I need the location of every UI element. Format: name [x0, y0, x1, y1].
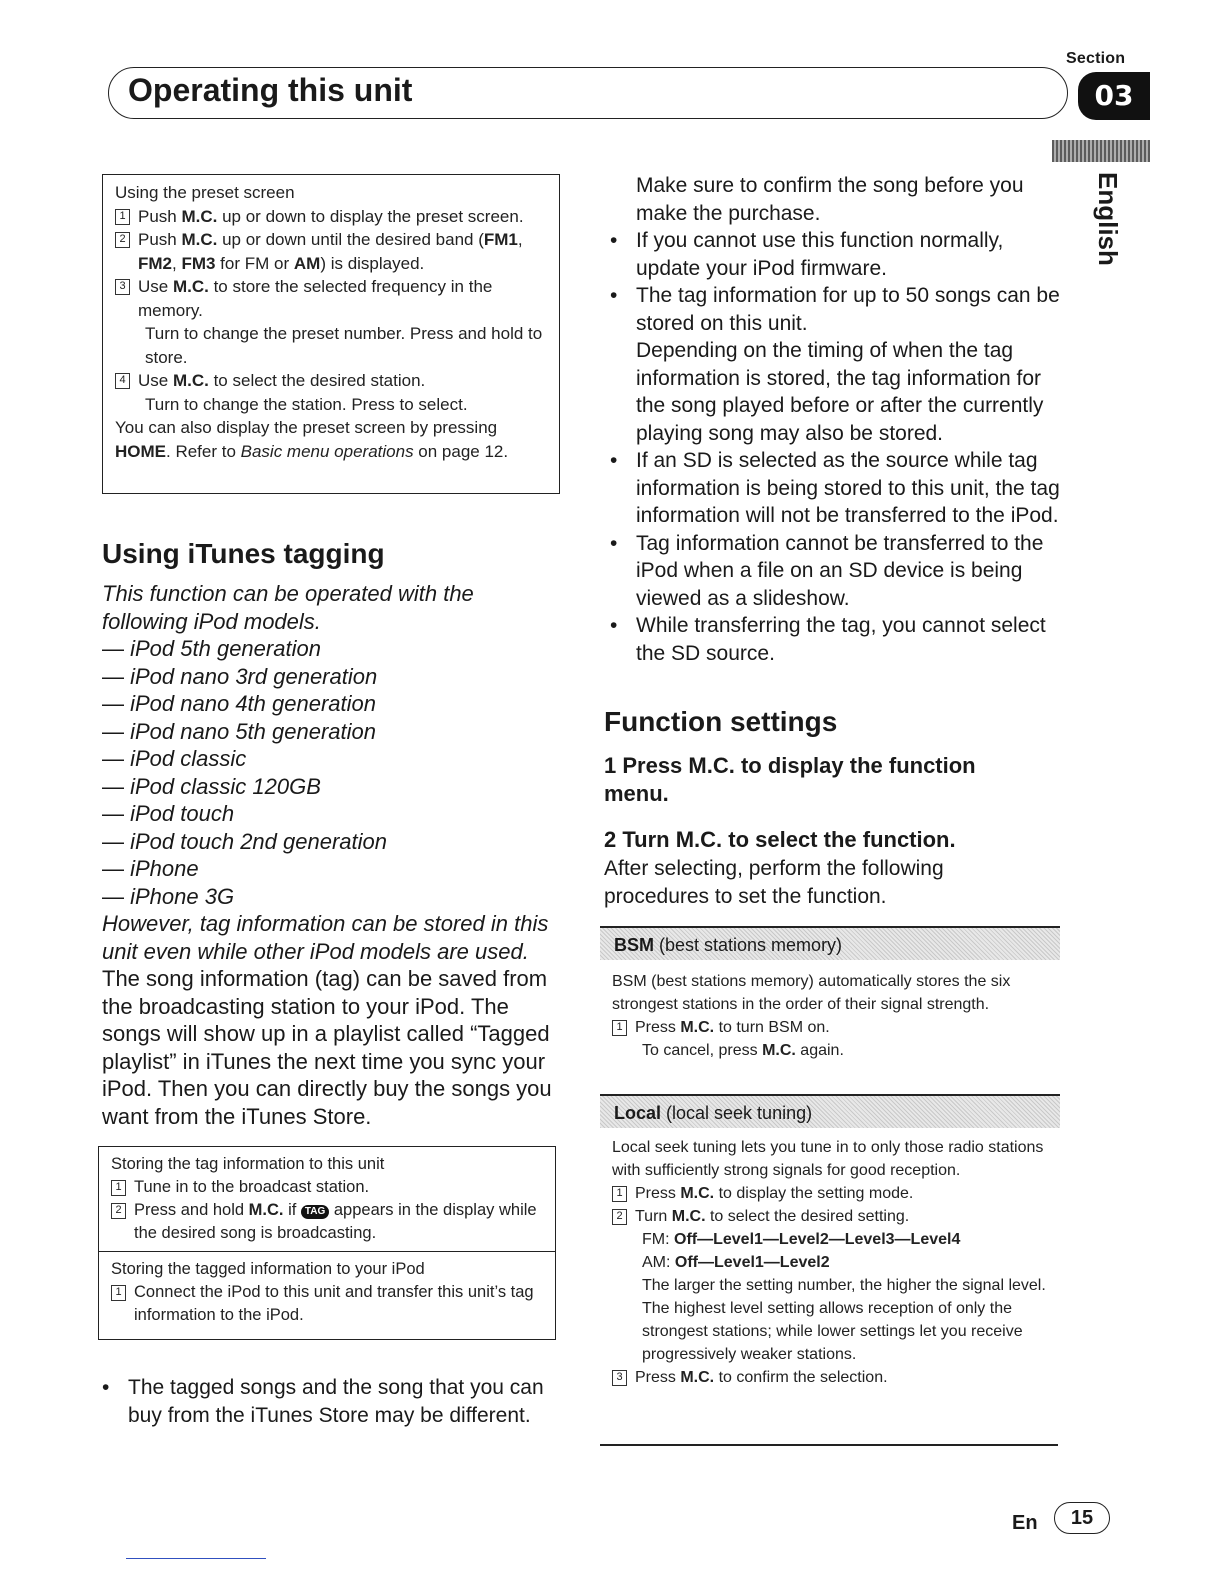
section-label: Section [1066, 50, 1126, 67]
bsm-description: BSM (best stations memory) automatically stores the six strongest stations in the order of their signal strength. [612, 973, 1011, 1013]
preset-step-2: 2 Push M.C. up or down until the desired band (FM1, FM2, FM3 for FM or AM) is displayed. [115, 228, 547, 275]
tag-step-1: 1 Tune in to the broadcast station. [111, 1176, 543, 1199]
ipod-model-list [102, 635, 562, 910]
itunes-heading: Using iTunes tagging [102, 538, 385, 569]
local-bar: Local (local seek tuning) [600, 1094, 1060, 1128]
language-tab: English [1093, 172, 1123, 266]
page-title: Operating this unit [128, 72, 413, 108]
step-number-3: 3 [115, 279, 130, 295]
step-number-3: 3 [612, 1370, 627, 1386]
function-end-rule [600, 1444, 1058, 1446]
ipod-model: — iPod 5th generation [102, 635, 562, 663]
function-step-2: 2 Turn M.C. to select the function. [604, 827, 956, 852]
tag-storage-box [98, 1146, 556, 1340]
step-number-1: 1 [111, 1180, 126, 1196]
list-item: • The tagged songs and the song that you can buy from the iTunes Store may be different. [98, 1374, 548, 1429]
ipod-model: — iPod nano 5th generation [102, 718, 562, 746]
preset-step-3: 3 Use M.C. to store the selected frequency in the memory. [115, 275, 547, 322]
preset-box-title: Using the preset screen [115, 183, 295, 202]
ipod-model: — iPhone 3G [102, 883, 562, 911]
preset-step-1: 1 Push M.C. up or down to display the preset screen. [115, 205, 547, 229]
preset-step-3-note: Turn to change the preset number. Press and hold to store. [145, 324, 543, 367]
right-continuation: Make sure to confirm the song before you make the purchase. [636, 174, 1024, 225]
local-step-2: 2 Turn M.C. to select the desired setting. [612, 1205, 1052, 1228]
function-step-2-body: After selecting, perform the following procedures to set the function. [604, 857, 944, 908]
bsm-note: To cancel, press M.C. again. [642, 1042, 844, 1059]
bsm-step-1: 1 Press M.C. to turn BSM on. [612, 1016, 1052, 1039]
step-number-2: 2 [115, 232, 130, 248]
list-item: • While transferring the tag, you cannot select the SD source. [606, 612, 1066, 667]
local-body [612, 1136, 1052, 1389]
bsm-bar: BSM (best stations memory) [600, 926, 1060, 960]
list-item: • The tag information for up to 50 songs can be stored on this unit. Depending on the timing of when the tag information is stored, the tag information for the song played before or after the currently playing song may also be stored. [606, 282, 1066, 447]
itunes-section [102, 580, 562, 1130]
list-item: • If an SD is selected as the source while tag information is being stored to this unit, the tag information will not be transferred to the iPod. [606, 447, 1066, 530]
step-number-1: 1 [115, 209, 130, 225]
footer-line [126, 1558, 266, 1559]
tag-box-title-2: Storing the tagged information to your iPod [111, 1260, 425, 1278]
left-bullet-list [98, 1374, 548, 1429]
language-strip [1052, 140, 1150, 162]
step-number-4: 4 [115, 373, 130, 389]
preset-screen-box [102, 174, 560, 494]
step-number-2: 2 [612, 1209, 627, 1225]
page-number: 15 [1054, 1502, 1110, 1534]
itunes-however: However, tag information can be stored in this unit even while other iPod models are used. [102, 911, 549, 964]
local-step-3: 3 Press M.C. to confirm the selection. [612, 1366, 1052, 1389]
ipod-model: — iPod classic 120GB [102, 773, 562, 801]
tag-step-3: 1 Connect the iPod to this unit and transfer this unit’s tag information to the iPod. [111, 1281, 543, 1327]
local-step-1: 1 Press M.C. to display the setting mode. [612, 1182, 1052, 1205]
ipod-model: — iPhone [102, 855, 562, 883]
ipod-model: — iPod nano 3rd generation [102, 663, 562, 691]
preset-step-4: 4 Use M.C. to select the desired station. [115, 369, 547, 393]
footer-language: En [1012, 1512, 1038, 1534]
itunes-body: The song information (tag) can be saved from the broadcasting station to your iPod. The songs will show up in a playlist called “Tagged playlist” in iTunes the next time you sync your iPod. Then you can directly buy the songs you want from the iTunes Store. [102, 966, 552, 1129]
step-number-1: 1 [111, 1285, 126, 1301]
fm-levels: FM: Off—Level1—Level2—Level3—Level4 [642, 1231, 961, 1248]
tag-box-title-1: Storing the tag information to this unit [111, 1155, 385, 1173]
ipod-model: — iPod classic [102, 745, 562, 773]
preset-step-4-note: Turn to change the station. Press to select. [145, 394, 468, 414]
local-note: The larger the setting number, the higher the signal level. The highest level setting allows reception of only the strongest stations; while lower settings let you receive progressively weaker stations. [642, 1277, 1046, 1363]
section-number-badge: 03 [1078, 72, 1150, 120]
ipod-model: — iPod touch 2nd generation [102, 828, 562, 856]
ipod-model: — iPod touch [102, 800, 562, 828]
preset-box-footnote: You can also display the preset screen by pressing HOME. Refer to Basic menu operations on page 12. [115, 418, 509, 461]
local-description: Local seek tuning lets you tune in to only those radio stations with sufficiently strong signals for good reception. [612, 1139, 1044, 1179]
function-step-1: 1 Press M.C. to display the function menu. [604, 753, 976, 806]
step-number-2: 2 [111, 1203, 126, 1219]
tag-step-2: 2 Press and hold M.C. if TAG appears in the display while the desired song is broadcasting. [111, 1199, 543, 1245]
itunes-intro: This function can be operated with the following iPod models. [102, 581, 474, 634]
tag-icon: TAG [301, 1205, 329, 1219]
list-item: • Tag information cannot be transferred to the iPod when a file on an SD device is being viewed as a slideshow. [606, 530, 1066, 613]
right-bullet-list [606, 227, 1066, 667]
tag-box-divider [99, 1251, 555, 1252]
function-heading: Function settings [604, 706, 838, 737]
step-number-1: 1 [612, 1020, 627, 1036]
am-levels: AM: Off—Level1—Level2 [642, 1254, 830, 1271]
list-item: • If you cannot use this function normally, update your iPod firmware. [606, 227, 1066, 282]
bsm-body [612, 970, 1052, 1062]
ipod-model: — iPod nano 4th generation [102, 690, 562, 718]
step-number-1: 1 [612, 1186, 627, 1202]
